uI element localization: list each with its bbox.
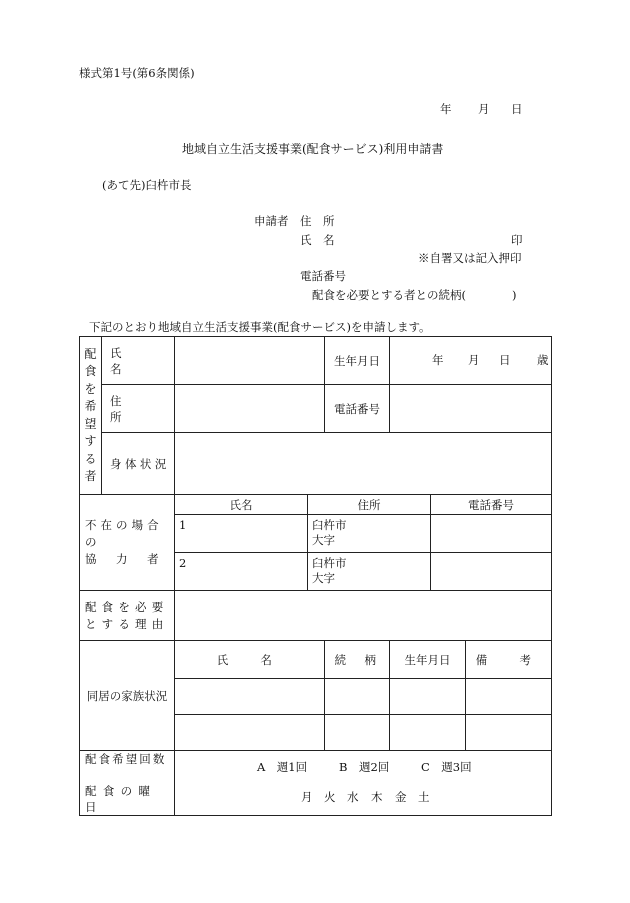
frequency-option-c[interactable]: C 週3回 [421,760,472,774]
recipient-address-field[interactable] [175,385,325,433]
family-relation-header: 続 柄 [325,641,390,679]
applicant-relation-label: 配食を必要とする者との続柄( ) [312,288,517,302]
helper-2-phone-field[interactable] [431,553,552,591]
physical-condition-label: 身体状況 [102,433,175,495]
date-day: 日 [511,102,523,116]
family-1-relation-field[interactable] [325,679,390,715]
family-name-header: 氏 名 [175,641,325,679]
applicant-phone-label: 電話番号 [300,269,346,283]
family-1-name-field[interactable] [175,679,325,715]
birthdate-month: 月 [468,352,480,367]
helper-2-name-field[interactable]: 2 [175,553,308,591]
recipient-name-label: 氏 名 [102,337,175,385]
birthdate-label: 生年月日 [325,337,390,385]
helper-2-address-field[interactable]: 臼杵市 大字 [308,553,431,591]
applicant-address-label: 住 所 [300,214,335,228]
helper-1-phone-field[interactable] [431,515,552,553]
family-2-remarks-field[interactable] [466,715,552,751]
form-number: 様式第1号(第6条関係) [79,66,195,80]
seal-mark: 印 [511,233,523,247]
helper-1-address-field[interactable]: 臼杵市 大字 [308,515,431,553]
weekday-tue[interactable]: 火 [324,790,336,804]
helper-address-header: 住所 [308,495,431,515]
recipient-address-label: 住 所 [102,385,175,433]
birthdate-year: 年 [432,352,444,367]
recipient-name-field[interactable] [175,337,325,385]
weekday-wed[interactable]: 水 [347,790,359,804]
document-title: 地域自立生活支援事業(配食サービス)利用申請書 [182,142,444,156]
seal-note: ※自署又は記入押印 [418,251,522,265]
family-status-label: 同居の家族状況 [80,641,175,751]
meal-schedule-options [175,751,552,816]
recipient-phone-field[interactable] [390,385,552,433]
date-year: 年 [440,102,452,116]
family-1-birthdate-field[interactable] [390,679,466,715]
weekday-fri[interactable]: 金 [395,790,407,804]
applicant-name-label: 氏 名 [300,233,335,247]
birthdate-day: 日 [499,352,511,367]
helper-1-name-field[interactable]: 1 [175,515,308,553]
applicant-label: 申請者 [254,214,289,228]
family-1-remarks-field[interactable] [466,679,552,715]
recipient-phone-label: 電話番号 [325,385,390,433]
physical-condition-field[interactable] [175,433,552,495]
reason-label: 配食を必要 とする理由 [80,591,175,641]
weekday-label: 配食の曜日 [85,784,157,814]
birthdate-age: 歳 [537,352,549,367]
addressee: (あて先)臼杵市長 [102,178,192,192]
weekday-sat[interactable]: 土 [418,790,430,804]
family-2-birthdate-field[interactable] [390,715,466,751]
helper-name-header: 氏名 [175,495,308,515]
recipient-group-label: 配 食 を 希 望 す る 者 [80,337,102,495]
birthdate-field[interactable] [390,337,552,385]
weekday-thu[interactable]: 木 [371,790,383,804]
family-2-name-field[interactable] [175,715,325,751]
reason-field[interactable] [175,591,552,641]
helper-phone-header: 電話番号 [431,495,552,515]
date-month: 月 [478,102,490,116]
frequency-option-b[interactable]: B 週2回 [339,760,390,774]
family-2-relation-field[interactable] [325,715,390,751]
intro-text: 下記のとおり地域自立生活支援事業(配食サービス)を申請します。 [89,320,431,334]
frequency-option-a[interactable]: A 週1回 [257,760,308,774]
application-table [79,336,552,816]
frequency-label: 配食希望回数 [85,752,167,766]
family-birthdate-header: 生年月日 [390,641,466,679]
meal-schedule-labels [80,751,175,816]
weekday-mon[interactable]: 月 [301,790,313,804]
helper-group-label: 不在の場合の 協 力 者 [80,495,175,591]
family-remarks-header: 備 考 [466,641,552,679]
